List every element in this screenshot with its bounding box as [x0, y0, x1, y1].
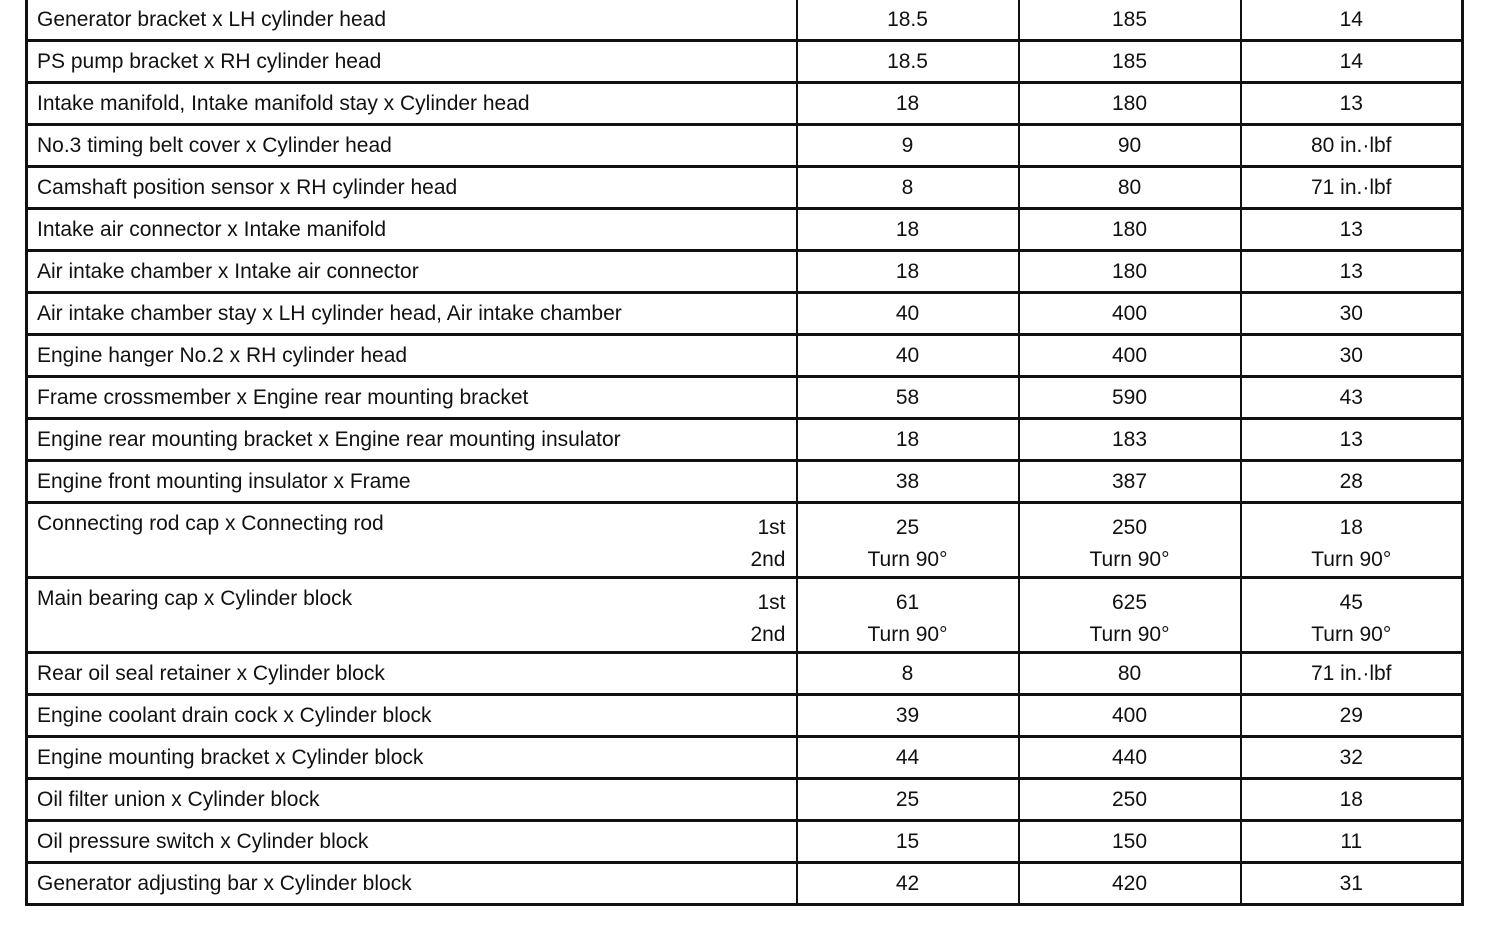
torque-kgfcm-cell: 250 — [1019, 779, 1241, 821]
torque-kgfcm-cell: 400 — [1019, 293, 1241, 335]
torque-kgfcm-cell: 90 — [1019, 125, 1241, 167]
stage-second-value: Turn 90° — [867, 623, 948, 646]
torque-kgfcm-cell: 400 — [1019, 335, 1241, 377]
torque-nm-cell: 40 — [797, 335, 1019, 377]
torque-ftlbf-cell: 43 — [1241, 377, 1463, 419]
torque-ftlbf-cell: 71 in.·lbf — [1241, 167, 1463, 209]
torque-nm-cell: 18 — [797, 83, 1019, 125]
stage-first-value: 250 — [1111, 516, 1148, 539]
part-name-cell: Oil filter union x Cylinder block — [27, 779, 797, 821]
stage-first-value: 61 — [895, 591, 920, 614]
torque-ftlbf-cell: 80 in.·lbf — [1241, 125, 1463, 167]
part-name-cell: Frame crossmember x Engine rear mounting bracket — [27, 377, 797, 419]
torque-kgfcm-cell: 150 — [1019, 821, 1241, 863]
torque-nm-cell — [797, 503, 1019, 578]
part-name-cell — [27, 503, 797, 578]
torque-ftlbf-cell: 31 — [1241, 863, 1463, 905]
torque-kgfcm-cell: 440 — [1019, 737, 1241, 779]
torque-kgfcm-cell: 590 — [1019, 377, 1241, 419]
table-row — [27, 41, 1463, 83]
part-name-cell: Generator adjusting bar x Cylinder block — [27, 863, 797, 905]
torque-nm-cell: 18.5 — [797, 0, 1019, 41]
stage-first-value: 45 — [1339, 591, 1363, 614]
torque-nm-cell: 15 — [797, 821, 1019, 863]
table-row — [27, 821, 1463, 863]
torque-nm-cell: 38 — [797, 461, 1019, 503]
stage-first-value: 625 — [1111, 591, 1148, 614]
torque-kgfcm-cell: 80 — [1019, 653, 1241, 695]
torque-nm-cell: 58 — [797, 377, 1019, 419]
torque-ftlbf-cell: 29 — [1241, 695, 1463, 737]
table-row-two-stage — [27, 578, 1463, 653]
torque-ftlbf-cell — [1241, 503, 1463, 578]
table-row — [27, 863, 1463, 905]
table-row — [27, 0, 1463, 41]
stage-second-value: Turn 90° — [867, 548, 948, 571]
torque-kgfcm-cell: 180 — [1019, 209, 1241, 251]
torque-kgfcm-cell: 180 — [1019, 251, 1241, 293]
torque-kgfcm-cell: 185 — [1019, 0, 1241, 41]
torque-nm-cell: 8 — [797, 653, 1019, 695]
torque-ftlbf-cell: 13 — [1241, 251, 1463, 293]
part-name-cell: Air intake chamber x Intake air connector — [27, 251, 797, 293]
table-row-two-stage — [27, 503, 1463, 578]
part-name-cell: No.3 timing belt cover x Cylinder head — [27, 125, 797, 167]
torque-kgfcm-cell: 185 — [1019, 41, 1241, 83]
part-name-cell: Engine front mounting insulator x Frame — [27, 461, 797, 503]
torque-ftlbf-cell: 13 — [1241, 209, 1463, 251]
torque-ftlbf-cell: 14 — [1241, 41, 1463, 83]
torque-ftlbf-cell — [1241, 578, 1463, 653]
torque-ftlbf-cell: 28 — [1241, 461, 1463, 503]
table-row — [27, 293, 1463, 335]
torque-nm-cell: 25 — [797, 779, 1019, 821]
torque-nm-cell: 18 — [797, 209, 1019, 251]
torque-ftlbf-cell: 71 in.·lbf — [1241, 653, 1463, 695]
part-name-cell: Air intake chamber stay x LH cylinder head, Air intake chamber — [27, 293, 797, 335]
torque-ftlbf-cell: 18 — [1241, 779, 1463, 821]
table-row — [27, 209, 1463, 251]
stage-second-value: Turn 90° — [1311, 548, 1392, 571]
torque-ftlbf-cell: 13 — [1241, 83, 1463, 125]
torque-nm-cell: 42 — [797, 863, 1019, 905]
part-name-cell: Intake air connector x Intake manifold — [27, 209, 797, 251]
torque-nm-cell: 18.5 — [797, 41, 1019, 83]
torque-ftlbf-cell: 30 — [1241, 293, 1463, 335]
table-row — [27, 167, 1463, 209]
torque-nm-cell: 39 — [797, 695, 1019, 737]
table-row — [27, 83, 1463, 125]
torque-ftlbf-cell: 32 — [1241, 737, 1463, 779]
table-row — [27, 419, 1463, 461]
part-name-cell — [27, 578, 797, 653]
stage-first-value: 18 — [1339, 516, 1363, 539]
table-row — [27, 461, 1463, 503]
torque-ftlbf-cell: 14 — [1241, 0, 1463, 41]
torque-kgfcm-cell: 183 — [1019, 419, 1241, 461]
part-name-cell: Engine mounting bracket x Cylinder block — [27, 737, 797, 779]
table-row — [27, 125, 1463, 167]
stage-second-value: Turn 90° — [1089, 623, 1170, 646]
stage-second-label: 2nd — [750, 623, 786, 646]
part-name-cell: Intake manifold, Intake manifold stay x Cylinder head — [27, 83, 797, 125]
part-name-cell: Camshaft position sensor x RH cylinder head — [27, 167, 797, 209]
stage-first-label: 1st — [757, 591, 786, 614]
torque-nm-cell: 40 — [797, 293, 1019, 335]
stage-second-value: Turn 90° — [1311, 623, 1392, 646]
torque-kgfcm-cell: 387 — [1019, 461, 1241, 503]
stage-labels — [750, 587, 785, 651]
stage-first-value: 25 — [895, 516, 920, 539]
table-row — [27, 251, 1463, 293]
torque-ftlbf-cell: 11 — [1241, 821, 1463, 863]
part-name: Main bearing cap x Cylinder block — [37, 587, 353, 610]
torque-spec-sheet — [25, 0, 1461, 906]
part-name-cell: Engine coolant drain cock x Cylinder block — [27, 695, 797, 737]
torque-kgfcm-cell: 80 — [1019, 167, 1241, 209]
torque-kgfcm-cell: 420 — [1019, 863, 1241, 905]
stage-labels — [750, 512, 785, 576]
stage-first-label: 1st — [757, 516, 786, 539]
torque-spec-table — [25, 0, 1464, 906]
torque-nm-cell: 18 — [797, 419, 1019, 461]
torque-nm-cell: 44 — [797, 737, 1019, 779]
part-name-cell: Oil pressure switch x Cylinder block — [27, 821, 797, 863]
torque-kgfcm-cell: 180 — [1019, 83, 1241, 125]
table-row — [27, 653, 1463, 695]
table-row — [27, 779, 1463, 821]
torque-kgfcm-cell: 400 — [1019, 695, 1241, 737]
table-row — [27, 695, 1463, 737]
torque-nm-cell — [797, 578, 1019, 653]
stage-second-value: Turn 90° — [1089, 548, 1170, 571]
torque-nm-cell: 9 — [797, 125, 1019, 167]
part-name: Connecting rod cap x Connecting rod — [37, 512, 384, 535]
table-row — [27, 377, 1463, 419]
table-row — [27, 335, 1463, 377]
part-name-cell: Rear oil seal retainer x Cylinder block — [27, 653, 797, 695]
part-name-cell: Engine hanger No.2 x RH cylinder head — [27, 335, 797, 377]
torque-nm-cell: 8 — [797, 167, 1019, 209]
torque-ftlbf-cell: 30 — [1241, 335, 1463, 377]
torque-nm-cell: 18 — [797, 251, 1019, 293]
part-name-cell: PS pump bracket x RH cylinder head — [27, 41, 797, 83]
stage-second-label: 2nd — [750, 548, 786, 571]
torque-kgfcm-cell — [1019, 503, 1241, 578]
torque-ftlbf-cell: 13 — [1241, 419, 1463, 461]
table-row — [27, 737, 1463, 779]
part-name-cell: Generator bracket x LH cylinder head — [27, 0, 797, 41]
torque-kgfcm-cell — [1019, 578, 1241, 653]
part-name-cell: Engine rear mounting bracket x Engine rear mounting insulator — [27, 419, 797, 461]
